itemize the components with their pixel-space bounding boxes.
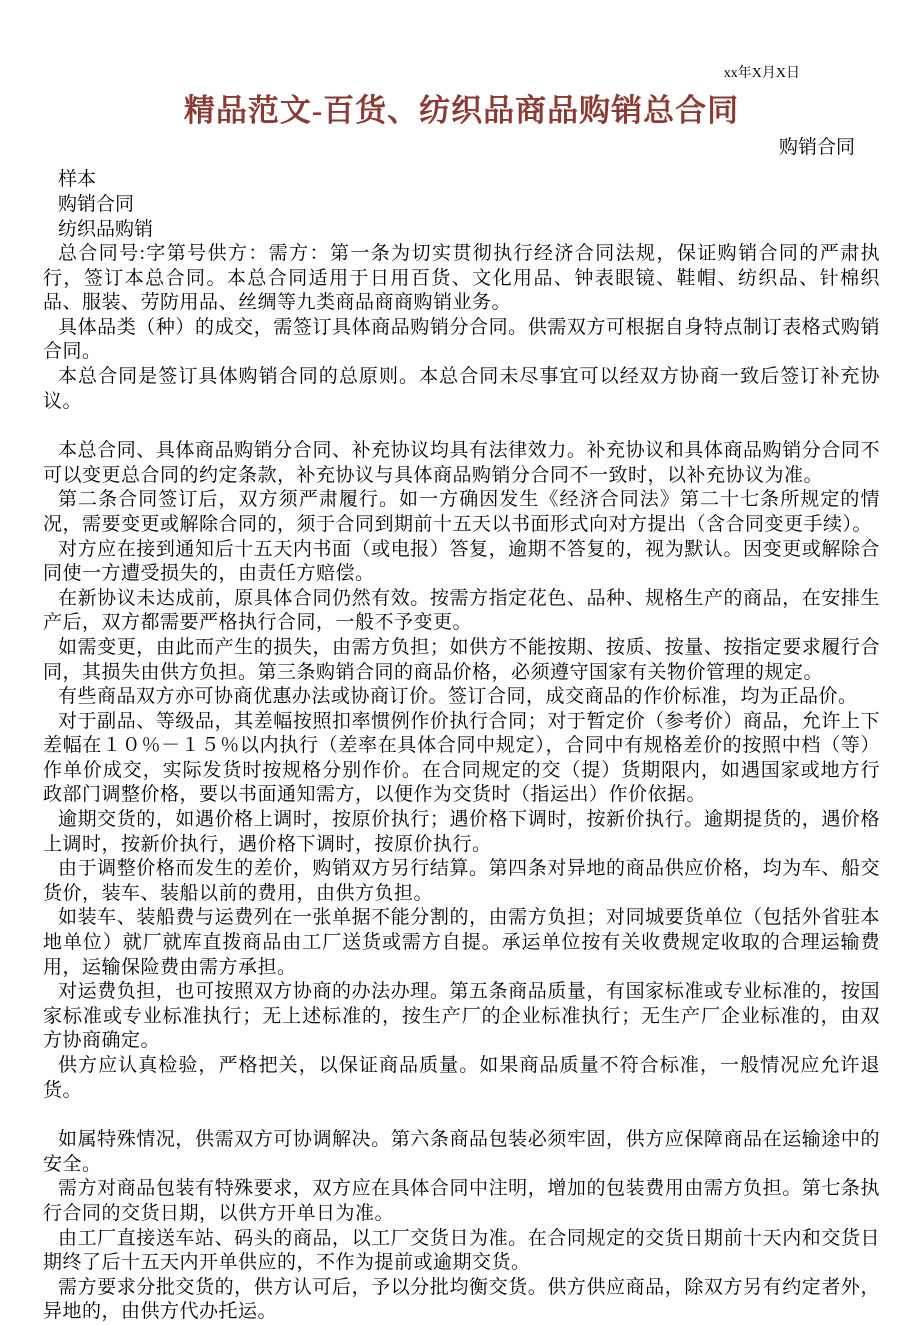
paragraph: 本总合同是签订具体购销合同的总原则。本总合同未尽事宜可以经双方协商一致后签订补充协议。 (43, 365, 880, 412)
paragraph: 由工厂直接送车站、码头的商品，以工厂交货日为准。在合同规定的交货日期前十天内和交货日期终了后十五天内开单供应的，不作为提前或逾期交货。 (43, 1227, 880, 1274)
paragraph: 对运费负担，也可按照双方协商的办法办理。第五条商品质量，有国家标准或专业标准的，按国家标准或专业标准执行；无上述标准的，按生产厂的企业标准执行；无生产厂企业标准的，由双方协商确定。 (43, 981, 880, 1052)
paragraph: 对方应在接到通知后十五天内书面（或电报）答复，逾期不答复的，视为默认。因变更或解除合同使一方遭受损失的，由责任方赔偿。 (43, 538, 880, 585)
document-body (43, 242, 880, 1325)
header-line: 纺织品购销 (58, 219, 154, 240)
paragraph: 如属特殊情况，供需双方可协调解决。第六条商品包装必须牢固，供方应保障商品在运输途中的安全。 (43, 1129, 880, 1175)
header-lines (43, 167, 880, 242)
paragraph: 逾期交货的，如遇价格上调时，按原价执行；遇价格下调时，按新价执行。逾期提货的，遇价格上调时，按新价执行，遇价格下调时，按原价执行。 (43, 809, 880, 855)
paragraph: 对于副品、等级品，其差幅按照扣率惯例作价执行合同；对于暂定价（参考价）商品，允许上下差幅在１０％－１５％以内执行（差率在具体合同中规定），合同中有规格差价的按照中档（等）作单价成交，实际发货时按规格分别作价。在合同规定的交（提）货期限内，如遇国家或地方行政部门调整价格，要以书面通知需方，以便作为交货时（指运出）作价依据。 (43, 710, 880, 806)
paragraph: 有些商品双方亦可协商优惠办法或协商订价。签订合同，成交商品的作价标准，均为正品价。 (58, 686, 858, 708)
paragraph: 需方对商品包装有特殊要求，双方应在具体合同中注明，增加的包装费用由需方负担。第七条执行合同的交货日期，以供方开单日为准。 (43, 1178, 880, 1224)
paragraph: 第二条合同签订后，双方须严肃履行。如一方确因发生《经济合同法》第二十七条所规定的情况，需要变更或解除合同的，须于合同到期前十五天以书面形式向对方提出（含合同变更手续）。 (43, 489, 880, 535)
date-line: xx年X月X日 (723, 66, 800, 81)
subtitle-right: 购销合同 (778, 137, 855, 158)
document-title: 精品范文-百货、纺织品商品购销总合同 (183, 93, 740, 128)
header-line: 购销合同 (58, 194, 135, 215)
paragraph: 本总合同、具体商品购销分合同、补充协议均具有法律效力。补充协议和具体商品购销分合同不可以变更总合同的约定条款，补充协议与具体商品购销分合同不一致时，以补充协议为准。 (43, 440, 880, 486)
paragraph: 在新协议未达成前，原具体合同仍然有效。按需方指定花色、品种、规格生产的商品，在安排生产后，双方都需要严格执行合同，一般不予变更。 (43, 587, 880, 634)
paragraph: 供方应认真检验，严格把关，以保证商品质量。如果商品质量不符合标准，一般情况应允许退货。 (43, 1055, 880, 1101)
paragraph: 由于调整价格而发生的差价，购销双方另行结算。第四条对异地的商品供应价格，均为车、船交货价，装车、装船以前的费用，由供方负担。 (43, 858, 880, 904)
paragraph: 如需变更，由此而产生的损失，由需方负担；如供方不能按期、按质、按量、按指定要求履行合同，其损失由供方负担。第三条购销合同的商品价格，必须遵守国家有关物价管理的规定。 (43, 636, 880, 683)
header-line: 样本 (58, 169, 97, 190)
paragraph: 如装车、装船费与运费列在一张单据不能分割的，由需方负担；对同城要货单位（包括外省驻本地单位）就厂就库直拨商品由工厂送货或需方自提。承运单位按有关收费规定收取的合理运输费用，运输保险费由需方承担。 (43, 907, 880, 978)
paragraph: 具体品类（种）的成交，需签订具体商品购销分合同。供需双方可根据自身特点制订表格式购销合同。 (43, 316, 880, 363)
paragraph: 需方要求分批交货的，供方认可后，予以分批均衡交货。供方供应商品，除双方另有约定者外，异地的，由供方代办托运。 (43, 1276, 880, 1323)
paragraph: 总合同号:字第号供方：需方：第一条为切实贯彻执行经济合同法规，保证购销合同的严肃执行，签订本总合同。本总合同适用于日用百货、文化用品、钟表眼镜、鞋帽、纺织品、针棉织品、服装、劳防用品、丝绸等九类商品商商购销业务。 (43, 243, 880, 314)
